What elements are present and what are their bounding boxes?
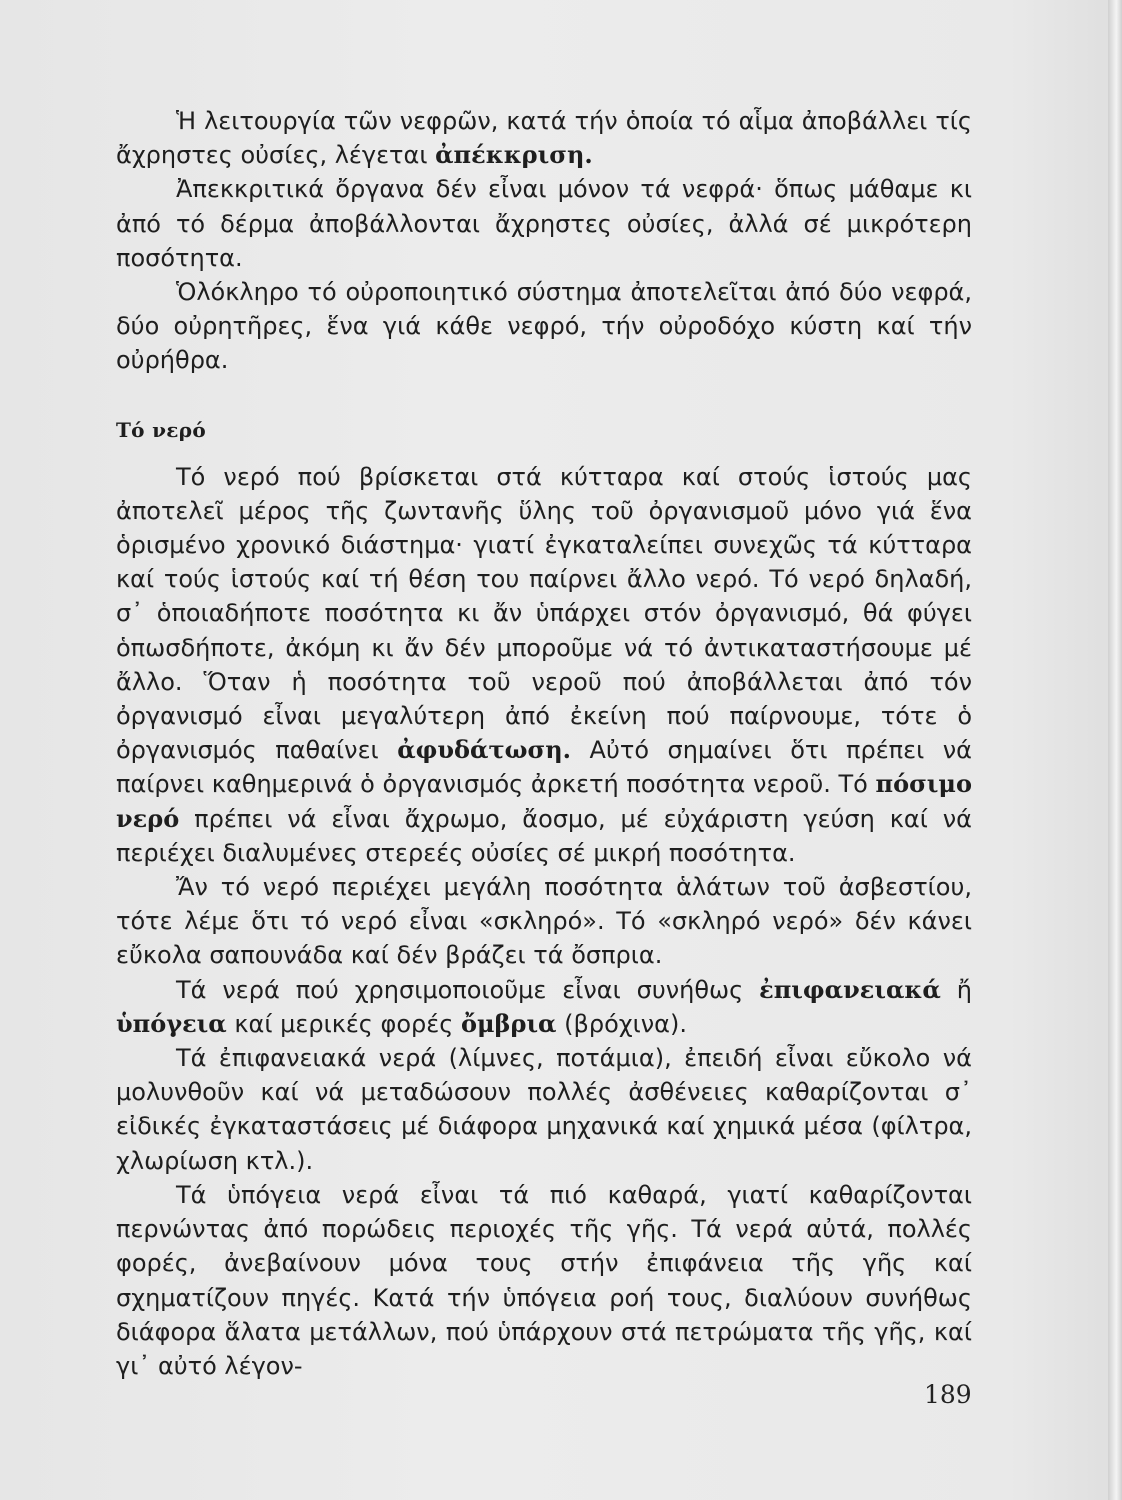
page-number: 189	[924, 1380, 972, 1409]
text-run: πρέπει νά εἶναι ἄχρωμο, ἄοσμο, μέ εὐχάριστη γεύση καί νά περιέχει διαλυμένες στερεές οὐσίες σέ μικρή ποσότητα.	[116, 804, 972, 867]
text-run: Ἡ λειτουργία τῶν νεφρῶν, κατά τήν ὁποία τό αἷμα ἀποβάλλει τίς ἄχρηστες οὐσίες, λέγεται	[116, 107, 972, 170]
paragraph-surface-water	[116, 1041, 972, 1178]
term-omvria: ὄμβρια	[460, 1008, 557, 1038]
paragraph-urinary-system	[116, 275, 972, 378]
section-heading: Τό νερό	[116, 417, 206, 442]
paragraph-water-body	[116, 460, 972, 870]
term-apekkrisi: ἀπέκκριση.	[435, 140, 593, 170]
page-body	[116, 104, 972, 1383]
text-run: Ἀπεκκριτικά ὄργανα δέν εἶναι μόνον τά νεφρά· ὅπως μάθαμε κι ἀπό τό δέρμα ἀποβάλλονται ἄχρηστες οὐσίες, ἀλλά σέ μικρότερη ποσότητα.	[116, 175, 972, 272]
term-ypogeia: ὑπόγεια	[116, 1008, 227, 1038]
text-run: Τό νερό πού βρίσκεται στά κύτταρα καί στούς ἱστούς μας ἀποτελεῖ μέρος τῆς ζωντανῆς ὕλης τοῦ ὀργανισμοῦ μόνο γιά ἕνα ὁρισμένο χρονικό διάστημα· γιατί ἐγκαταλείπει συνεχῶς τά κύτταρα καί τούς ἱστούς καί τή θέση του παίρνει ἄλλο νερό. Τό νερό δηλαδή, σ᾽ ὁποιαδήποτε ποσότητα κι ἄν ὑπάρχει στόν ὀργανισμό, θά φύγει ὁπωσδήποτε, ἀκόμη κι ἄν δέν μποροῦμε νά τό ἀντικαταστήσουμε μέ ἄλλο. Ὅταν ἡ ποσότητα τοῦ νεροῦ πού ἀποβάλλεται ἀπό τόν ὀργανισμό εἶναι μεγαλύτερη ἀπό ἐκείνη πού παίρνουμε, τότε ὁ ὀργανισμός παθαίνει	[116, 462, 972, 765]
paragraph-water-types	[116, 973, 972, 1041]
term-afydatosi: ἀφυδάτωση.	[397, 735, 572, 765]
text-run: Τά ἐπιφανειακά νερά (λίμνες, ποτάμια), ἐπειδή εἶναι εὔκολο νά μολυνθοῦν καί νά μεταδώσουν πολλές ἀσθένειες καθαρίζονται σ᾽ εἰδικές ἐγκαταστάσεις μέ διάφορα μηχανικά καί χημικά μέσα (φίλτρα, χλωρίωση κτλ.).	[116, 1044, 972, 1175]
paragraph-hard-water	[116, 870, 972, 973]
text-run: Αὐτό σημαίνει ὅτι πρέπει νά παίρνει καθημερινά ὁ ὀργανισμός ἀρκετή ποσότητα νεροῦ. Τό	[116, 736, 972, 799]
term-posimo-nero: πόσιμο νερό	[116, 769, 972, 833]
paragraph-ground-water	[116, 1178, 972, 1383]
page-edge	[1108, 0, 1122, 1500]
text-run: Τά νερά πού χρησιμοποιοῦμε εἶναι συνήθως	[176, 975, 760, 1004]
text-run: καί μερικές φορές	[226, 1009, 461, 1038]
text-run: (βρόχινα).	[556, 1009, 687, 1038]
term-epifaneiaka: ἐπιφανειακά	[759, 974, 941, 1004]
text-run: ἤ	[940, 975, 973, 1004]
text-run: Ὁλόκληρο τό οὐροποιητικό σύστημα ἀποτελεῖται ἀπό δύο νεφρά, δύο οὐρητῆρες, ἕνα γιά κάθε νεφρό, τήν οὐροδόχο κύστη καί τήν οὐρήθρα.	[116, 278, 972, 375]
text-run: Τά ὑπόγεια νερά εἶναι τά πιό καθαρά, γιατί καθαρίζονται περνώντας ἀπό πορώδεις περιοχές τῆς γῆς. Τά νερά αὐτά, πολλές φορές, ἀνεβαίνουν μόνα τους στήν ἐπιφάνεια τῆς γῆς καί σχηματίζουν πηγές. Κατά τήν ὑπόγεια ροή τους, διαλύουν συνήθως διάφορα ἅλατα μετάλλων, πού ὑπάρχουν στά πετρώματα τῆς γῆς, καί γι᾽ αὐτό λέγον-	[116, 1180, 972, 1380]
paragraph-excretory-organs	[116, 172, 972, 275]
paragraph-excretion	[116, 104, 972, 172]
text-run: Ἄν τό νερό περιέχει μεγάλη ποσότητα ἁλάτων τοῦ ἀσβεστίου, τότε λέμε ὅτι τό νερό εἶναι «σκληρό». Τό «σκληρό νερό» δέν κάνει εὔκολα σαπουνάδα καί δέν βράζει τά ὄσπρια.	[116, 873, 972, 970]
